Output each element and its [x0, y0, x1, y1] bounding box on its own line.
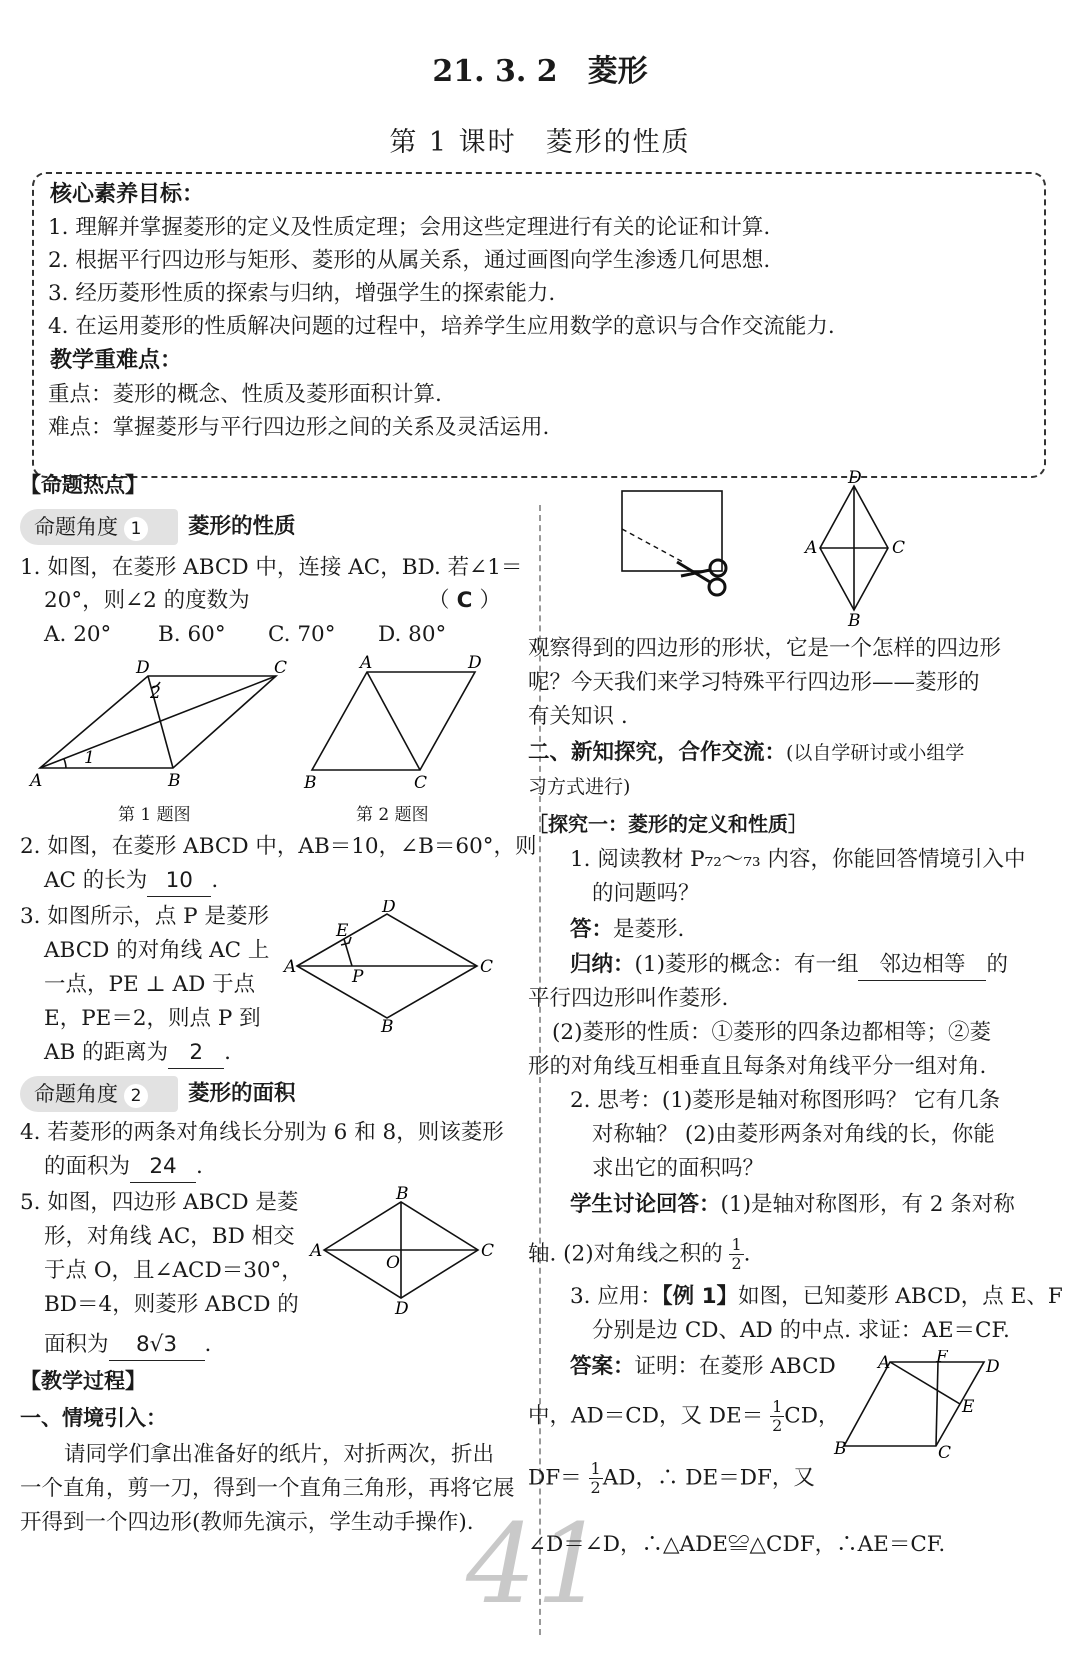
property-line1: (2)菱形的性质：①菱形的四条边都相等；②菱 — [552, 1020, 991, 1045]
svg-text:C: C — [481, 1241, 495, 1261]
angle1-title: 菱形的性质 — [188, 514, 296, 539]
q3-line1: 3. 如图所示，点 P 是菱形 — [20, 904, 269, 929]
discuss-text: (1)是轴对称图形，有 2 条对称 — [720, 1192, 1015, 1217]
angle1-tag — [20, 509, 178, 545]
svg-text:D: D — [848, 468, 862, 488]
angle1-number: 1 — [124, 517, 148, 541]
paper-cut-figure — [615, 484, 760, 612]
svg-text:A: A — [878, 1353, 891, 1373]
observe-line1: 观察得到的四边形的形状，它是一个怎样的四边形 — [528, 636, 1002, 661]
q1-open-paren: （ — [428, 588, 450, 613]
svg-text:D: D — [136, 658, 150, 678]
goal-item-3: 3. 经历菱形性质的探索与归纳，增强学生的探索能力. — [48, 281, 556, 306]
fraction-denominator: 2 — [731, 1254, 742, 1273]
q3-answer: 2 — [168, 1038, 224, 1069]
fraction-numerator-3: 1 — [590, 1459, 601, 1478]
r1-line2: 的问题吗？ — [592, 881, 700, 906]
svg-text:O: O — [386, 1253, 400, 1273]
proof-line1 — [570, 1352, 836, 1382]
figure-5 — [306, 1186, 501, 1320]
figure-1 — [28, 658, 298, 793]
q1-answer: C — [456, 588, 473, 613]
process-heading: 【教学过程】 — [20, 1369, 146, 1393]
explore1-heading: ［探究一：菱形的定义和性质］ — [528, 812, 808, 836]
summary-line1 — [570, 950, 1008, 981]
svg-text:B: B — [381, 1017, 394, 1032]
fraction-half-3 — [589, 1460, 603, 1497]
q3-line5: AB 的距离为 2 . — [44, 1038, 231, 1069]
angle2-title: 菱形的面积 — [188, 1081, 296, 1106]
svg-text:D: D — [986, 1357, 1000, 1377]
q5-line1: 5. 如图，四边形 ABCD 是菱 — [20, 1190, 299, 1215]
svg-text:A: A — [360, 653, 373, 673]
new-heading-note: (以自学研讨或小组学 — [786, 742, 965, 764]
summary-line2: 平行四边形叫作菱形. — [528, 986, 729, 1011]
q4-answer: 24 — [130, 1152, 196, 1183]
proof-line3-pre: DF＝ — [528, 1465, 582, 1491]
svg-text:C: C — [274, 658, 288, 678]
example-figure — [832, 1350, 1010, 1462]
fraction-half — [729, 1236, 743, 1273]
svg-text:P: P — [352, 967, 364, 987]
fig1-caption: 第 1 题图 — [118, 805, 191, 825]
summary-post: 的 — [986, 952, 1008, 977]
q3-line2: ABCD 的对角线 AC 上 — [44, 938, 270, 963]
fraction-numerator: 1 — [731, 1235, 742, 1254]
rhombus-figure — [800, 468, 912, 628]
svg-text:B: B — [834, 1439, 847, 1459]
q2-line1: 2. 如图，在菱形 ABCD 中，AB＝10，∠B＝60°，则 — [20, 834, 537, 859]
proof-line2 — [528, 1398, 839, 1435]
svg-text:B: B — [396, 1186, 409, 1204]
svg-text:C: C — [938, 1443, 952, 1462]
svg-text:D: D — [395, 1299, 409, 1319]
q3-line3: 一点，PE ⊥ AD 于点 — [44, 972, 256, 997]
fig2-caption: 第 2 题图 — [356, 805, 429, 825]
key-point: 重点：菱形的概念、性质及菱形面积计算. — [48, 382, 442, 407]
svg-text:C: C — [892, 538, 906, 558]
r1-line1: 1. 阅读教材 P₇₂～₇₃ 内容，你能回答情境引入中 — [570, 847, 1026, 872]
summary-label: 归纳： — [570, 952, 635, 977]
fraction-half-2 — [770, 1398, 784, 1435]
svg-text:D: D — [382, 900, 396, 917]
proof-line2-pre: 中，AD＝CD，又 DE＝ — [528, 1403, 764, 1429]
q2-answer: 10 — [147, 866, 211, 897]
q5-line5-text: 面积为 — [44, 1332, 109, 1357]
q1-option-b: B. 60° — [158, 622, 226, 647]
think-line3: 求出它的面积吗？ — [592, 1156, 765, 1181]
discuss-label: 学生讨论回答： — [570, 1192, 721, 1217]
answer-line — [570, 915, 684, 945]
q5-answer: 8√3 — [109, 1330, 205, 1361]
svg-text:B: B — [848, 611, 861, 628]
angle2-tag — [20, 1076, 178, 1112]
q1-option-d: D. 80° — [378, 622, 447, 647]
apply-label: 3. 应用： — [570, 1284, 662, 1309]
svg-text:B: B — [168, 771, 181, 791]
goals-heading: 核心素养目标： — [50, 182, 205, 207]
apply-line1 — [570, 1282, 1063, 1312]
intro-line1: 请同学们拿出准备好的纸片，对折两次，折出 — [64, 1442, 495, 1467]
svg-text:C: C — [414, 773, 428, 792]
answer-text: 是菱形. — [613, 917, 685, 942]
proof-line3-post: AD，∴ DE＝DF，又 — [602, 1465, 815, 1491]
lesson-title: 第 1 课时 菱形的性质 — [389, 127, 691, 158]
answer-label: 答： — [570, 917, 614, 942]
key-heading: 教学重难点： — [50, 348, 183, 373]
q3-line4: E，PE＝2，则点 P 到 — [44, 1006, 261, 1031]
q1-close-paren: ） — [479, 588, 502, 613]
proof-line2-post: CD， — [784, 1403, 840, 1429]
new-heading-text: 二、新知探究，合作交流： — [528, 740, 787, 765]
svg-text:D: D — [468, 653, 482, 673]
angle2-number: 2 — [124, 1084, 148, 1108]
angle1-tag-label: 命题角度 — [34, 515, 118, 539]
q1-line1: 1. 如图，在菱形 ABCD 中，连接 AC，BD. 若∠1＝ — [20, 555, 523, 580]
q2-line2-text: AC 的长为 — [44, 868, 148, 893]
goal-item-2: 2. 根据平行四边形与矩形、菱形的从属关系，通过画图向学生渗透几何思想. — [48, 248, 771, 273]
goal-item-1: 1. 理解并掌握菱形的定义及性质定理；会用这些定理进行有关的论证和计算. — [48, 215, 771, 240]
svg-text:F: F — [936, 1350, 948, 1367]
q1-answer-bracket — [428, 586, 501, 616]
svg-text:A: A — [310, 1241, 323, 1261]
scissors-icon — [677, 560, 726, 595]
page-number: 41 — [466, 1500, 606, 1628]
new-heading-note2: 习方式进行) — [528, 776, 631, 798]
svg-text:C: C — [480, 957, 494, 977]
figure-2 — [300, 652, 500, 792]
q2-line2: AC 的长为 10 . — [44, 866, 218, 897]
svg-text:E: E — [336, 921, 349, 941]
svg-text:B: B — [304, 773, 317, 792]
proof-line1-text: 证明：在菱形 ABCD — [634, 1354, 836, 1379]
q4-line1: 4. 若菱形的两条对角线长分别为 6 和 8，则该菱形 — [20, 1120, 504, 1145]
q5-line5: 面积为 8√3 . — [44, 1330, 211, 1361]
q3-line5-text: AB 的距离为 — [44, 1040, 169, 1065]
q5-line2: 形，对角线 AC，BD 相交 — [44, 1224, 295, 1249]
svg-text:A: A — [284, 957, 297, 977]
svg-text:E: E — [962, 1397, 975, 1417]
hot-heading: 【命题热点】 — [20, 473, 146, 497]
q1-option-a: A. 20° — [44, 622, 112, 647]
figure-3 — [282, 900, 497, 1032]
fraction-numerator-2: 1 — [772, 1397, 783, 1416]
angle2-tag-label: 命题角度 — [34, 1082, 118, 1106]
observe-line3: 有关知识 . — [528, 704, 628, 729]
difficulty-point: 难点：掌握菱形与平行四边形之间的关系及灵活运用. — [48, 415, 550, 440]
think-line1: 2. 思考：(1)菱形是轴对称图形吗？ 它有几条 — [570, 1088, 1001, 1113]
goal-item-4: 4. 在运用菱形的性质解决问题的过程中，培养学生应用数学的意识与合作交流能力. — [48, 314, 835, 339]
intro-heading: 一、情境引入： — [20, 1406, 167, 1430]
svg-text:2: 2 — [150, 683, 161, 703]
property-line2: 形的对角线互相垂直且每条对角线平分一组对角. — [528, 1054, 987, 1079]
example-label: 【例 1】 — [661, 1284, 739, 1309]
proof-label: 答案： — [570, 1354, 635, 1379]
observe-line2: 呢？今天我们来学习特殊平行四边形——菱形的 — [528, 670, 980, 695]
q1-line2: 20°，则∠2 的度数为 — [44, 588, 250, 613]
fraction-denominator-2: 2 — [772, 1416, 783, 1435]
fraction-denominator-3: 2 — [590, 1478, 601, 1497]
q4-line2-text: 的面积为 — [44, 1154, 131, 1179]
summary-text: (1)菱形的概念：有一组 — [634, 952, 859, 977]
proof-line3 — [528, 1460, 815, 1497]
section-title: 21. 3. 2 菱形 — [432, 54, 648, 89]
new-knowledge-heading — [528, 738, 964, 768]
q5-line3: 于点 O，且∠ACD＝30°， — [44, 1258, 303, 1283]
apply-text: 如图，已知菱形 ABCD，点 E、F — [738, 1284, 1063, 1309]
discuss-line2-text: 轴. (2)对角线之积的 — [528, 1241, 723, 1267]
discuss-line2: 轴. (2)对角线之积的 $\frac{1}{2}$ . — [528, 1235, 751, 1273]
discuss-line1 — [570, 1190, 1015, 1220]
q1-option-c: C. 70° — [268, 622, 336, 647]
intro-line3: 开得到一个四边形(教师先演示，学生动手操作). — [20, 1510, 474, 1535]
apply-line2: 分别是边 CD、AD 的中点. 求证：AE＝CF. — [592, 1318, 1010, 1343]
q5-line4: BD＝4，则菱形 ABCD 的 — [44, 1292, 299, 1317]
q4-line2: 的面积为 24 . — [44, 1152, 203, 1183]
svg-text:A: A — [30, 771, 43, 791]
proof-line4: ∠D＝∠D，∴△ADE≌△CDF，∴AE＝CF. — [528, 1532, 946, 1557]
intro-line2: 一个直角，剪一刀，得到一个直角三角形，再将它展 — [20, 1476, 515, 1501]
svg-text:A: A — [805, 538, 818, 558]
think-line2: 对称轴？ (2)由菱形两条对角线的长，你能 — [592, 1122, 995, 1147]
svg-text:1: 1 — [84, 748, 95, 768]
summary-blank: 邻边相等 — [858, 950, 986, 981]
